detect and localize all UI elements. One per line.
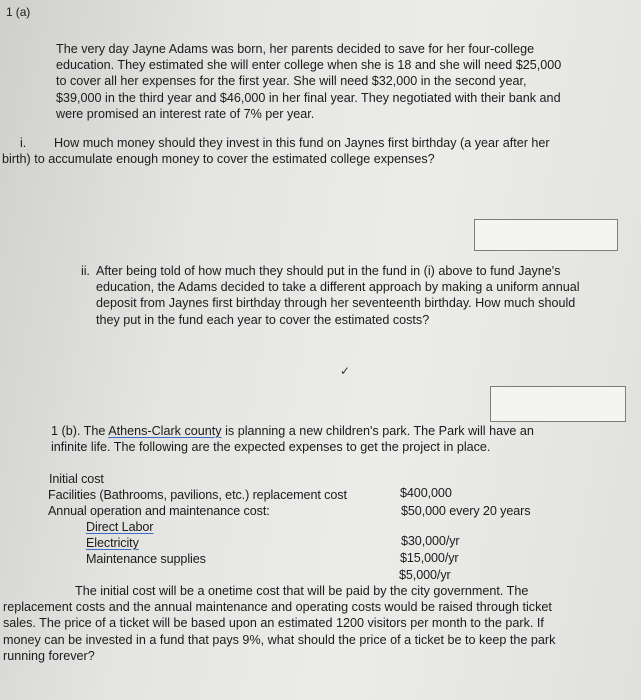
cost-row-facilities-label: Facilities (Bathrooms, pavilions, etc.) replacement cost — [48, 488, 347, 502]
cost-row-labor-value: $30,000/yr — [401, 534, 460, 548]
question-1b-intro-text: is planning a new children's park. The Park will have an infinite life. The following are the expected expenses to get the project in place. — [51, 424, 534, 455]
answer-box-part-ii[interactable] — [490, 386, 626, 422]
question-1b-closing: The initial cost will be a onetime cost that will be paid by the city government. The replacement costs and the annual maintenance and operating costs would be raised through ticket sales. The price of a ticket will be based upon an estimated 1200 visitors per month to the park. If money can be invested in a fund that pays 9%, what should the price of a ticket be to keep the park running forever? — [3, 584, 556, 663]
cost-row-supplies-label: Maintenance supplies — [86, 552, 206, 566]
question-label-1b: 1 (b). — [51, 424, 81, 438]
part-ii-number: ii. — [81, 264, 90, 278]
part-i-question: How much money should they invest in this fund on Jaynes first birthday (a year after her birth) to accumulate enough money to cover the estimated college expenses? — [2, 136, 550, 167]
county-link[interactable]: Athens-Clark county — [108, 424, 222, 438]
question-1b-intro: 1 (b). The Athens-Clark county is planning a new children's park. The Park will have an infinite life. The following are the expected expenses to get the project in place. — [51, 424, 534, 455]
part-i-number: i. — [20, 136, 27, 150]
cost-row-supplies-value: $5,000/yr — [399, 568, 451, 582]
stray-pen-mark: ✓ — [340, 364, 351, 378]
cost-row-annual-label: Annual operation and maintenance cost: — [48, 504, 270, 518]
cost-row-facilities-value: $50,000 every 20 years — [401, 504, 531, 518]
cost-row-initial-label: Initial cost — [49, 472, 104, 486]
question-label-1a: 1 (a) — [6, 5, 31, 19]
question-1a-intro: The very day Jayne Adams was born, her parents decided to save for her four-college education. They estimated she will enter college when she is 18 and she will need $25,000 to cover all her expenses for the first year. She will need $32,000 in the second year, $39,000 in the third year and $46,000 in her final year. They negotiated with their bank and were promised an interest rate of 7% per year. — [56, 42, 562, 121]
answer-box-part-i[interactable] — [474, 219, 618, 251]
cost-row-labor-label: Direct Labor — [86, 520, 154, 534]
cost-row-electricity-label: Electricity — [86, 536, 139, 550]
cost-row-initial-value: $400,000 — [400, 486, 452, 500]
cost-row-electricity-value: $15,000/yr — [400, 551, 459, 565]
part-ii-question: After being told of how much they should put in the fund in (i) above to fund Jayne's education, the Adams decided to take a different approach by making a uniform annual deposit from Jaynes first birthday through her seventeenth birthday. How much should they put in the fund each year to cover the estimated costs? — [96, 264, 580, 327]
